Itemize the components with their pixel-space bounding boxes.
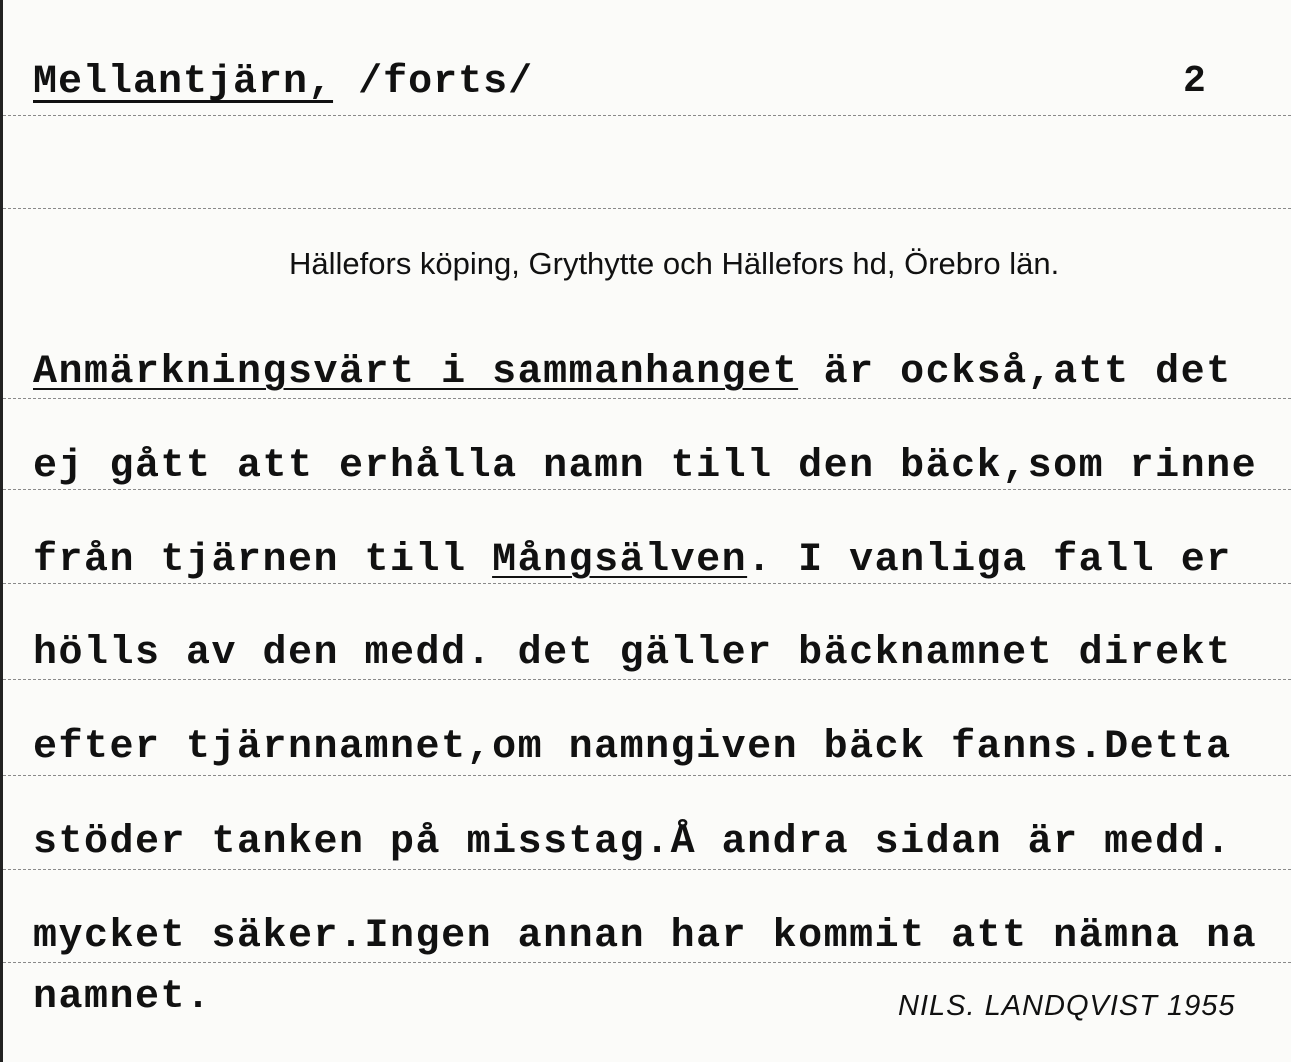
text-line-7	[33, 914, 1257, 959]
text-segment: Anmärkningsvärt i sammanhanget	[33, 350, 799, 395]
ruled-line	[3, 398, 1291, 399]
text-segment: från tjärnen till	[33, 538, 493, 583]
text-segment: . I vanliga fall er	[747, 538, 1232, 583]
page-number: 2	[1183, 60, 1206, 103]
card-title	[33, 60, 533, 105]
text-segment: stöder tanken på misstag.Å andra sidan är medd.	[33, 820, 1232, 865]
ruled-line	[3, 962, 1291, 963]
ruled-line	[3, 775, 1291, 776]
underlined-place-name: Mångsälven	[492, 538, 748, 583]
location-line: Hällefors köping, Grythytte och Hällefors hd, Örebro län.	[289, 246, 1060, 281]
signature: NILS. LANDQVIST 1955	[898, 990, 1236, 1022]
text-segment: mycket säker.Ingen annan har kommit att nämna na	[33, 914, 1258, 959]
text-segment: ej gått att erhålla namn till den bäck,som rinne	[33, 444, 1258, 489]
place-name: Mellantjärn,	[33, 60, 334, 105]
text-segment: efter tjärnnamnet,om namngiven bäck fanns.Detta	[33, 725, 1232, 770]
ruled-line	[3, 869, 1291, 870]
text-line-5	[33, 725, 1232, 770]
title-suffix: /forts/	[358, 60, 534, 105]
ruled-line	[3, 115, 1291, 116]
ruled-line	[3, 208, 1291, 209]
text-line-6	[33, 820, 1232, 865]
text-segment: hölls av den medd. det gäller bäcknamnet direkt	[33, 631, 1232, 676]
text-line-4	[33, 631, 1232, 676]
text-line-3	[33, 538, 1232, 583]
text-line-8	[33, 975, 212, 1020]
text-segment: är också,att det	[798, 350, 1232, 395]
ruled-line	[3, 583, 1291, 584]
text-segment: namnet.	[33, 975, 212, 1020]
ruled-line	[3, 679, 1291, 680]
text-line-2	[33, 444, 1257, 489]
text-line-1	[33, 350, 1232, 395]
ruled-line	[3, 489, 1291, 490]
